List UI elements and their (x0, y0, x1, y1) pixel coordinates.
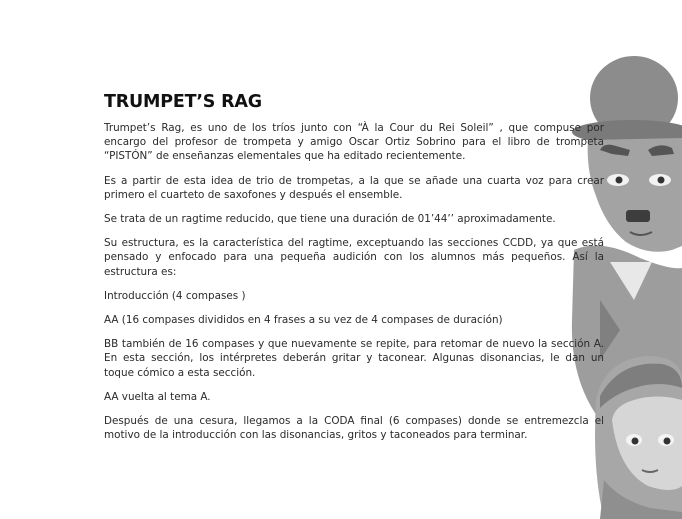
paragraph-return-aa: AA vuelta al tema A. (104, 390, 211, 403)
document-body (104, 92, 604, 452)
paragraph-introduccion: Introducción (4 compases ) (104, 289, 246, 302)
paragraph-duration: Se trata de un ragtime reducido, que tiene una duración de 01’44’’ aproximadamente. (104, 213, 556, 226)
paragraph-origin: Es a partir de esta idea de trio de trompetas, a la que se añade una cuarta voz para crear primero el cuarteto de saxofones y después el ensemble. (104, 174, 604, 201)
kid-figure (595, 356, 682, 519)
document-title: TRUMPET’S RAG (104, 92, 262, 112)
paragraph-coda: Después de una cesura, llegamos a la CODA final (6 compases) donde se entremezcla el motivo de la introducción con las disonancias, gritos y taconeados para terminar. (104, 415, 604, 442)
paragraph-section-aa: AA (16 compases divididos en 4 frases a su vez de 4 compases de duración) (104, 314, 503, 327)
paragraph-structure: Su estructura, es la característica del ragtime, exceptuando las secciones CCDD, ya que está pensado y enfocado para una pequeña audición con los alumnos más pequeños. Así la estructura es: (104, 237, 604, 278)
paragraph-intro: Trumpet’s Rag, es uno de los tríos junto con “À la Cour du Rei Soleil” , que compuse por encargo del profesor de trompeta y amigo Oscar Ortiz Sobrino para el libro de trompeta “PISTÓN” de enseñanzas elementales que ha editado recientemente. (104, 122, 604, 163)
paragraph-section-bb: BB también de 16 compases y que nuevamente se repite, para retomar de nuevo la sección A. En esta sección, los intérpretes deberán gritar y taconear. Algunas disonancias, le dan un toque cómico a esta sección. (104, 338, 604, 379)
